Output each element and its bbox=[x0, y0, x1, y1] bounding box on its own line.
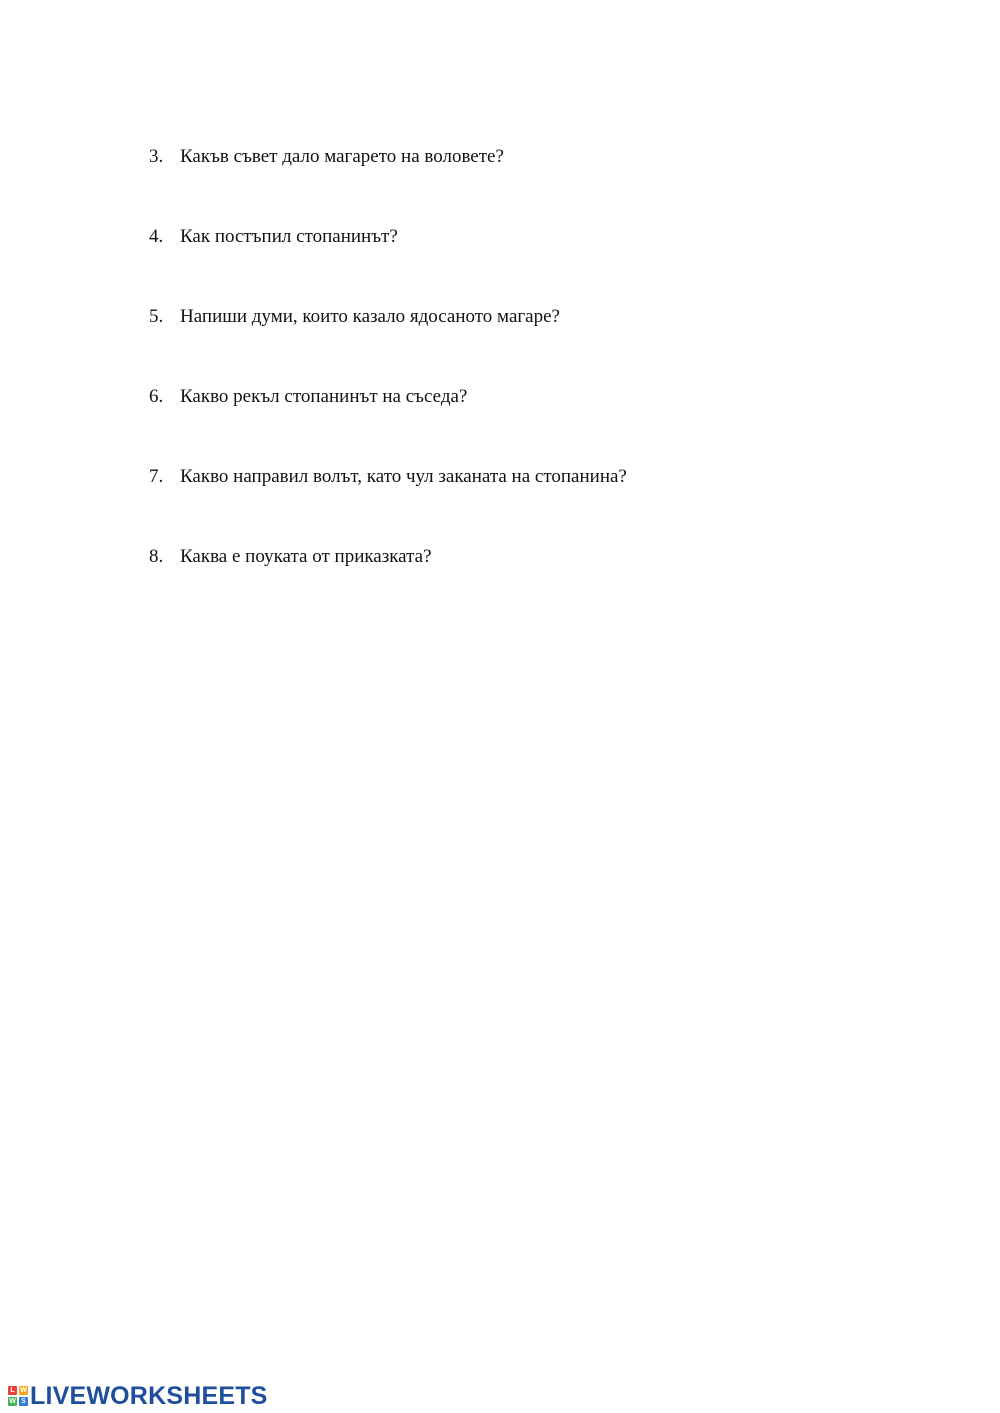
logo-block: W bbox=[9, 1398, 16, 1405]
liveworksheets-logo[interactable] bbox=[8, 1381, 268, 1411]
question-list bbox=[149, 143, 627, 623]
question-text: Напиши думи, които казало ядосаното магаре? bbox=[180, 306, 560, 327]
question-number: 7. bbox=[149, 466, 164, 487]
question-number: 6. bbox=[149, 386, 164, 407]
logo-block: S bbox=[19, 1397, 28, 1406]
logo-blocks-icon bbox=[8, 1386, 28, 1406]
logo-block: L bbox=[8, 1386, 17, 1395]
question-number: 5. bbox=[149, 306, 164, 327]
question-item-8 bbox=[149, 543, 627, 623]
question-text: Как постъпил стопанинът? bbox=[180, 226, 398, 247]
question-number: 3. bbox=[149, 146, 164, 167]
logo-block: W bbox=[20, 1387, 27, 1394]
question-number: 8. bbox=[149, 546, 164, 567]
question-number: 4. bbox=[149, 226, 164, 247]
question-text: Каква е поуката от приказката? bbox=[180, 546, 432, 567]
question-item-6 bbox=[149, 383, 627, 463]
question-item-4 bbox=[149, 223, 627, 303]
question-item-5 bbox=[149, 303, 627, 383]
question-text: Какво направил волът, като чул заканата на стопанина? bbox=[180, 466, 627, 487]
question-text: Какво рекъл стопанинът на съседа? bbox=[180, 386, 468, 407]
question-text: Какъв съвет дало магарето на воловете? bbox=[180, 146, 504, 167]
question-item-7 bbox=[149, 463, 627, 543]
question-item-3 bbox=[149, 143, 627, 223]
logo-text: LIVEWORKSHEETS bbox=[30, 1382, 268, 1410]
